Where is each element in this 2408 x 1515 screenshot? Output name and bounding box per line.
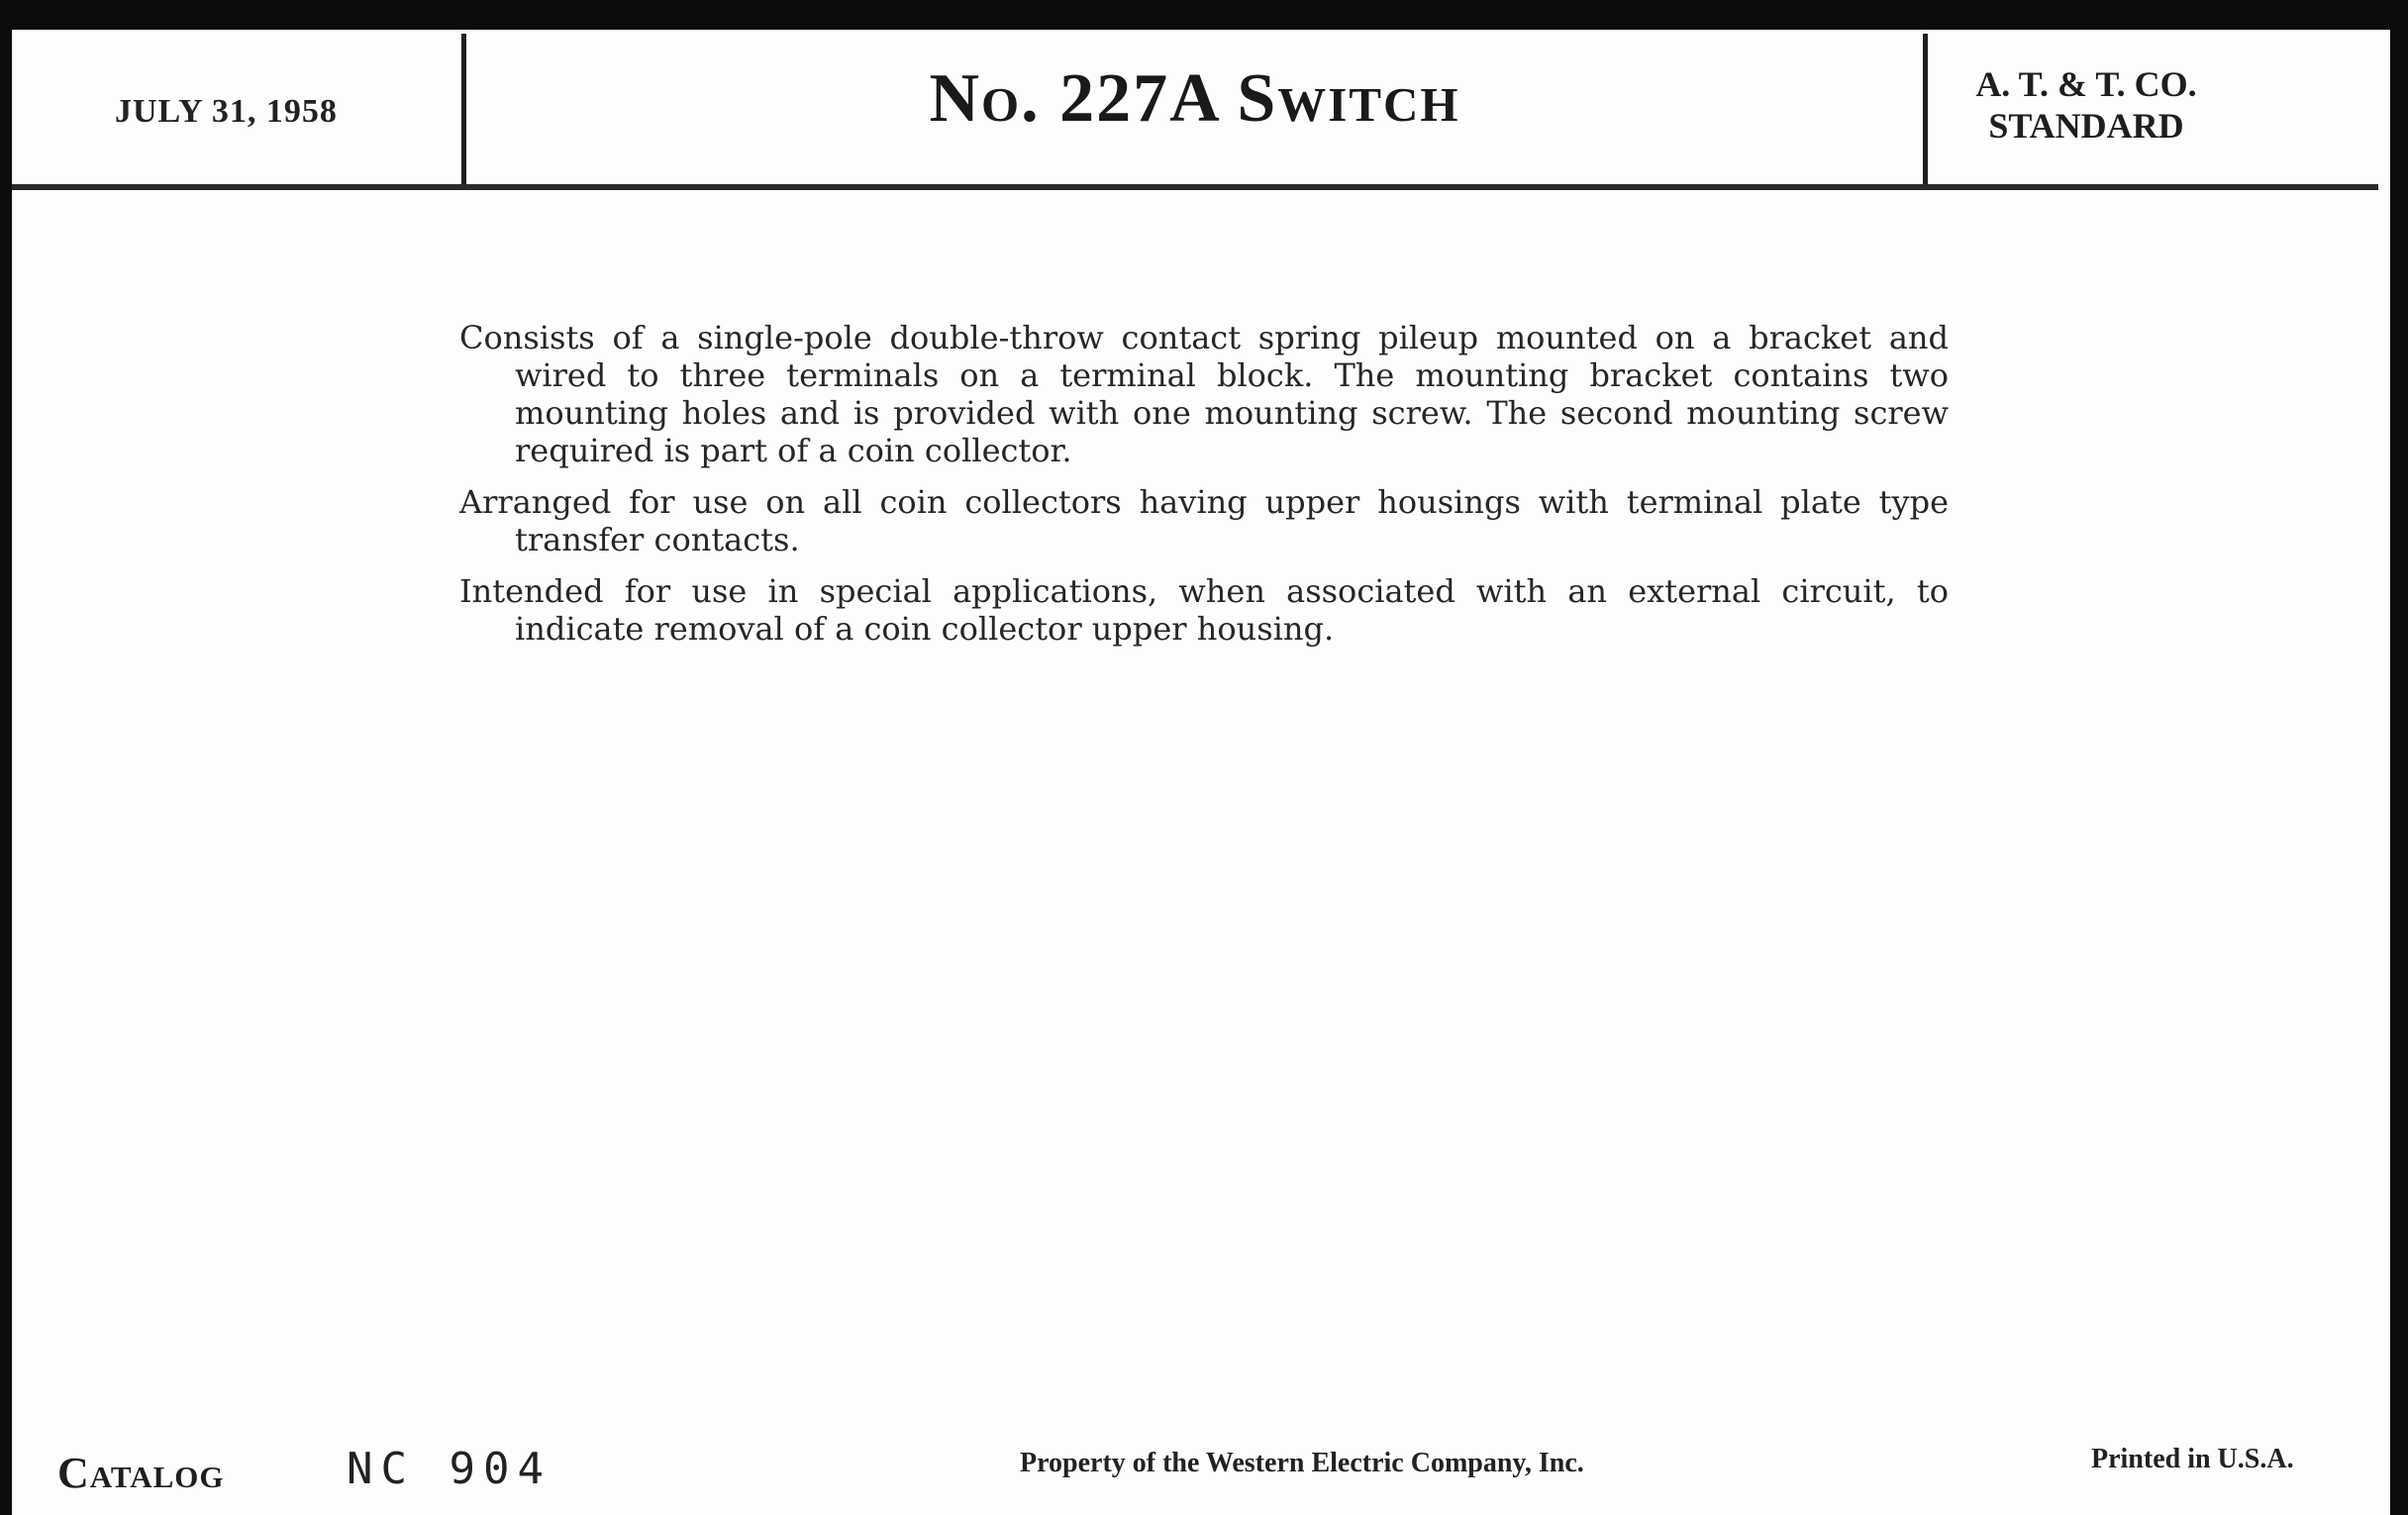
description-paragraph: Intended for use in special applications, when associated with an external circuit, to indicate removal of a coin collector upper housing. [459,572,1949,648]
header-rule [12,184,2378,190]
standard-line-1: A. T. & T. CO. [1975,64,2197,104]
description-paragraph: Consists of a single-pole double-throw contact spring pileup mounted on a bracket and wired to three terminals on a terminal block. The mounting bracket contains two mounting holes and is provided with one mounting screw. The second mounting screw required is part of a coin collector. [459,319,1949,469]
issue-date: JULY 31, 1958 [115,93,338,130]
page-title: No. 227A Switch [929,60,1460,137]
catalog-number: NC 904 [347,1444,552,1494]
property-notice: Property of the Western Electric Company, Inc. [1020,1448,1584,1478]
standard-line-2: STANDARD [1988,106,2184,146]
catalog-label: Catalog [57,1449,225,1497]
standard-block [1928,63,2245,147]
catalog-card [12,30,2390,1515]
printed-notice: Printed in U.S.A. [2091,1444,2294,1474]
description-body [459,319,1949,661]
description-paragraph: Arranged for use on all coin collectors having upper housings with terminal plate type transfer contacts. [459,483,1949,558]
